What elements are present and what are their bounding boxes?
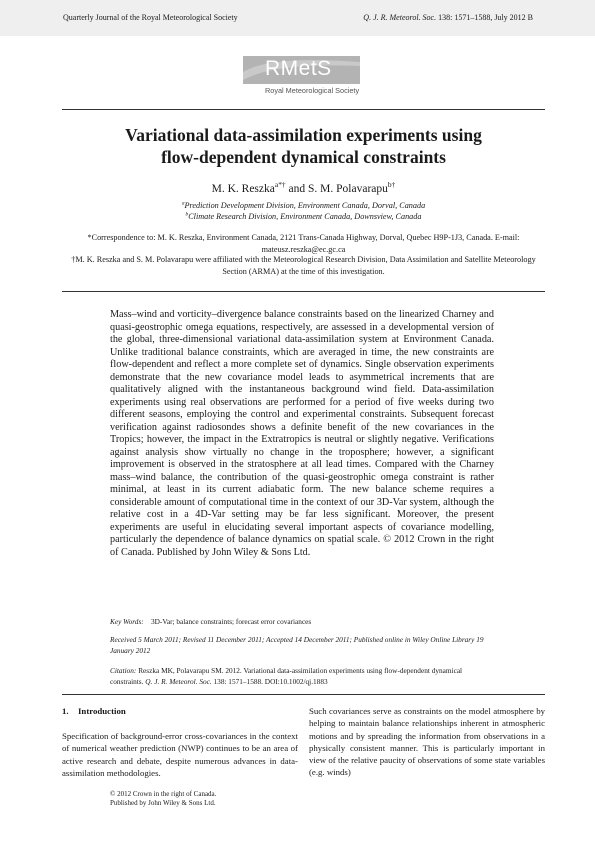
keywords [110, 616, 494, 627]
section-title: Introduction [78, 706, 126, 716]
journal-citation [363, 13, 533, 22]
top-rule [62, 109, 545, 110]
citation-tail: 138: 1571–1588. DOI:10.1002/qj.1883 [213, 677, 328, 686]
intro-left-column: Specification of background-error cross-covariances in the context of numerical weather prediction (NWP) continues to be an area of active research and debate, despite numerous advances in data-assimilation methodologies. [62, 731, 298, 778]
paper-title [62, 124, 545, 168]
title-line-2: flow-dependent dynamical constraints [161, 147, 446, 167]
keywords-label: Key Words: [110, 617, 144, 626]
affiliation-a [62, 201, 545, 210]
affiliation-a-text: Prediction Development Division, Environment Canada, Dorval, Canada [184, 201, 426, 210]
copyright-footer [110, 790, 216, 808]
author-conjunction: and [285, 183, 309, 195]
author-2: S. M. Polavarapu [308, 183, 388, 195]
section-number: 1. [62, 706, 69, 716]
author-1-marks: a*† [274, 180, 286, 190]
running-header [0, 0, 595, 36]
citation-block [110, 665, 494, 687]
journal-name: Quarterly Journal of the Royal Meteorological Society [63, 13, 238, 22]
footer-line-2: Published by John Wiley & Sons Ltd. [110, 799, 216, 807]
logo-mark: RMetS [265, 57, 332, 80]
section-heading [62, 706, 126, 716]
author-2-marks: b† [387, 180, 396, 190]
title-line-1: Variational data-assimilation experiments using [125, 125, 482, 145]
logo-subtitle: Royal Meteorological Society [265, 86, 360, 95]
intro-right-column: Such covariances serve as constraints on the model atmosphere by helping to maintain balance relationships inherent in atmospheric motions and by spreading the information from observations in a physically consistent manner. This is particularly important in view of the relative paucity of observations of some state variables (e.g. winds) [309, 706, 545, 778]
abstract: Mass–wind and vorticity–divergence balance constraints based on the linearized Charney and quasi-geostrophic omega equations, respectively, are assessed in a developmental version of the global, three-dimensional variational data-assimilation system at Environment Canada. Unlike traditional balance constraints, which are averaged in time, the new constraints are flow-dependent and reflect a more complete set of dynamics. Single observation experiments demonstrate that the new covariance model leads to asymmetrical increments that are qualitatively aligned with the instantaneous background wind field. Data-assimilation experiments using real observations are performed for a period of five weeks during two different seasons, employing the control and experimental constraints. Subsequent forecast verification against radiosondes shows a definite benefit of the new covariances in the Tropics; however, the impact in the Extratropics is neutral or slightly negative. Verifications against analysis show virtually no change in the troposphere; however, a significant improvement is observed in the stratosphere at all lead times. Compared with the Charney mass–wind balance, the contribution of the quasi-geostrophic omega constraint is rather minimal, at least in its current adiabatic form. The new balance scheme requires a considerable amount of computational time in the context of our 3D-Var system, although the relative cost in a 4D-Var setting may be far less significant. Moreover, the present experiments are useful in elucidating several important aspects of covariance modelling, particularly the dependence of balance dynamics on spatial scale. © 2012 Crown in the right of Canada. Published by John Wiley & Sons Ltd. [110, 309, 494, 558]
citation-journal-abbrev: Q. J. R. Meteorol. Soc. [363, 13, 437, 22]
affiliation-a-mark: a [181, 200, 185, 207]
abstract-rule [62, 291, 545, 292]
affiliation-b-mark: b [185, 211, 189, 218]
author-1: M. K. Reszka [211, 183, 275, 195]
affiliation-b-text: Climate Research Division, Environment Canada, Downsview, Canada [188, 212, 422, 221]
affiliation-b [62, 212, 545, 221]
citation-text: Reszka MK, Polavarapu SM. 2012. Variational data-assimilation experiments using flow-dependent dynamical constraints. [110, 666, 463, 686]
body-rule [62, 694, 545, 695]
affiliation-note: †M. K. Reszka and S. M. Polavarapu were affiliated with the Meteorological Research Division, Data Assimilation and Satellite Meteorology Section (ARMA) at the time of this investigation. [71, 255, 536, 276]
keywords-text: 3D-Var; balance constraints; forecast error covariances [151, 617, 312, 626]
logo-box [243, 56, 360, 84]
author-list [62, 180, 545, 195]
footer-line-1: © 2012 Crown in the right of Canada. [110, 790, 217, 798]
received-dates: Received 5 March 2011; Revised 11 December 2011; Accepted 14 December 2011; Published online in Wiley Online Library 19 January 2012 [110, 635, 484, 655]
correspondence-note: *Correspondence to: M. K. Reszka, Environment Canada, 2121 Trans-Canada Highway, Dorval, Quebec H9P-1J3, Canada. E-mail: mateusz.reszka@ec.gc.ca [87, 233, 520, 254]
rmets-logo [243, 56, 360, 98]
citation-journal: Q. J. R. Meteorol. Soc. [145, 677, 212, 686]
citation-label: Citation: [110, 666, 137, 675]
citation-volume-pages: 138: 1571–1588, July 2012 B [438, 13, 533, 22]
